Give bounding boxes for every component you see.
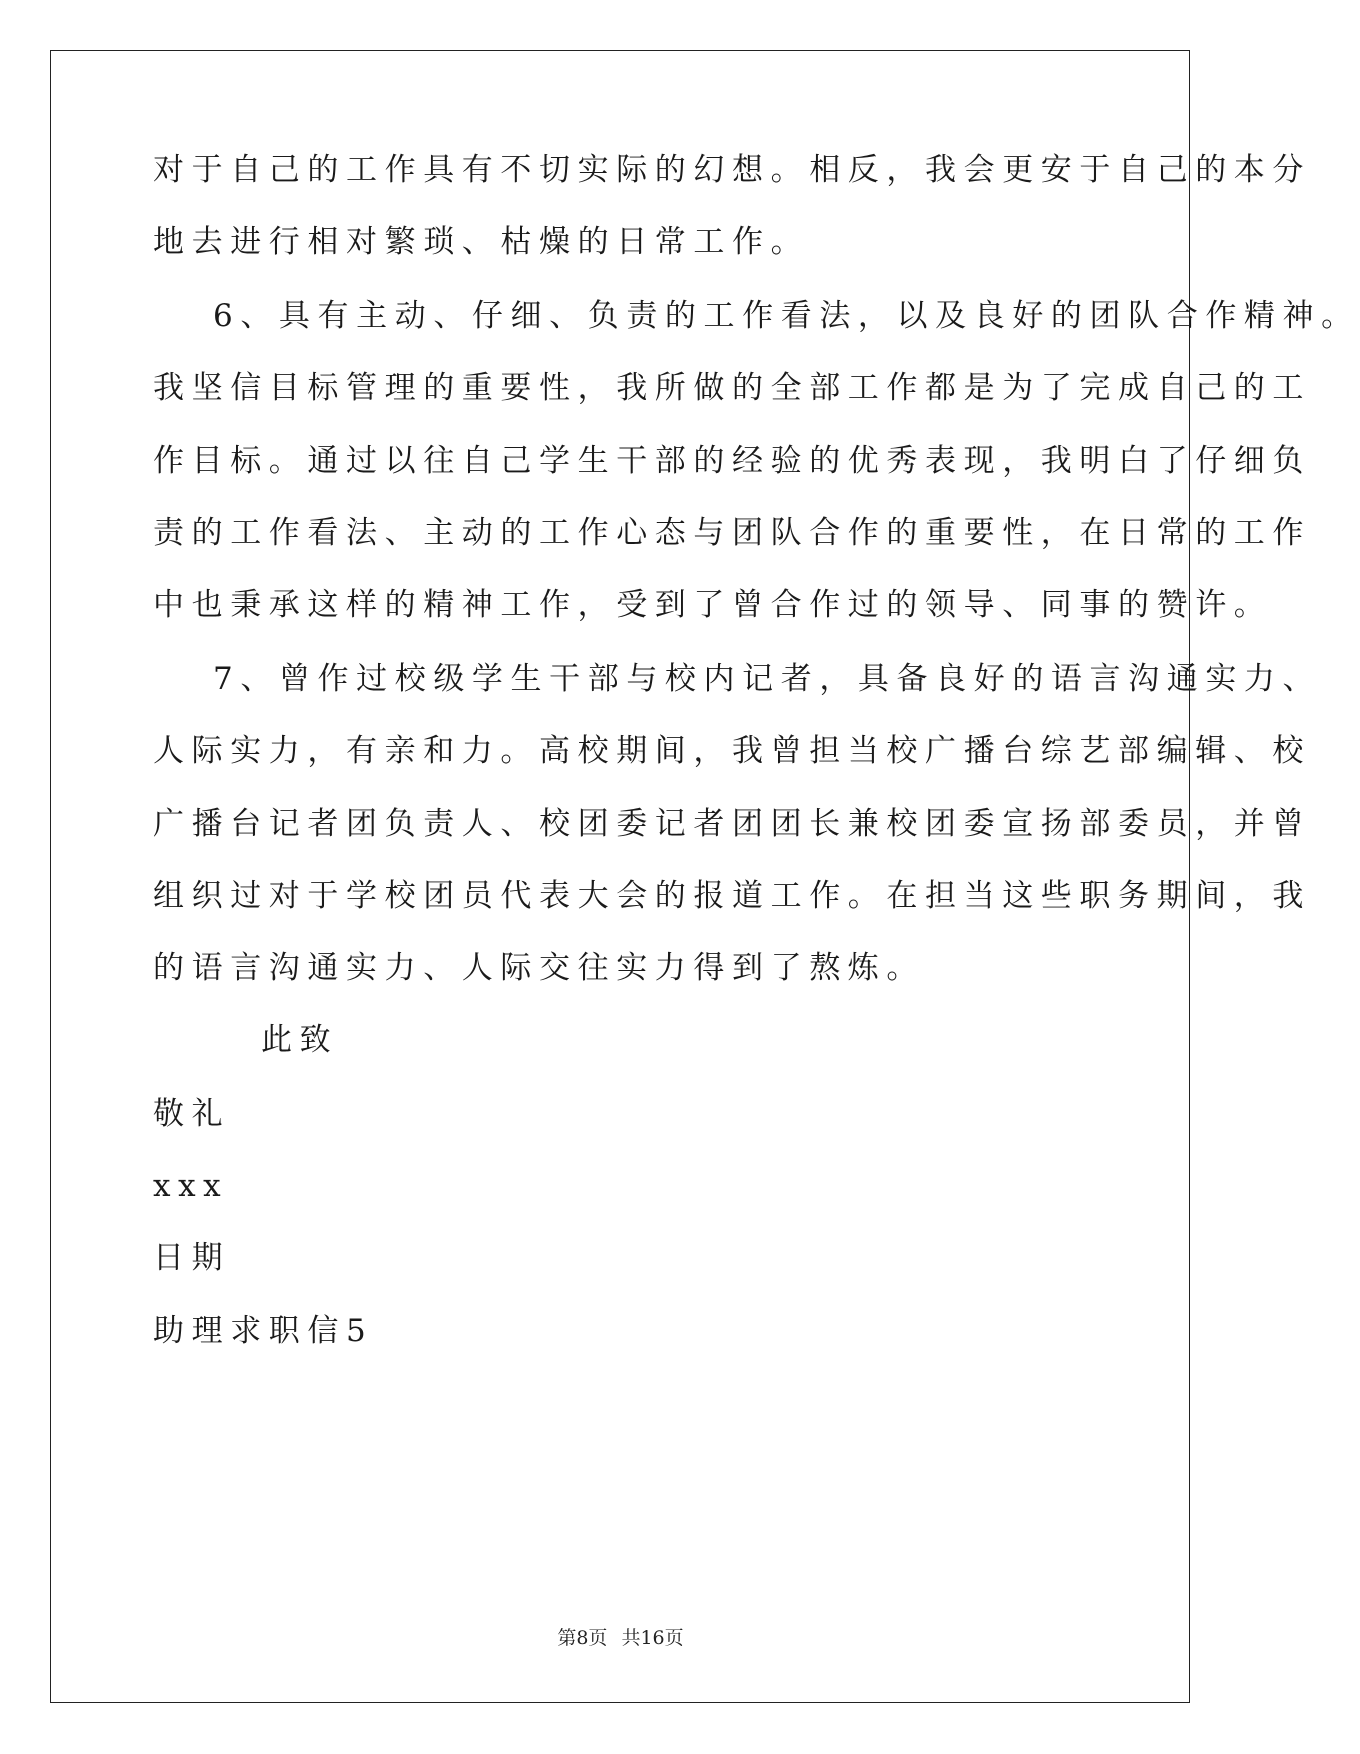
- body-line-7: 中也秉承这样的精神工作，受到了曾合作过的领导、同事的赞许。: [153, 587, 1273, 623]
- date-label: 日期: [153, 1240, 231, 1276]
- page-total: 共16页: [621, 1627, 684, 1649]
- salute-text: 敬礼: [153, 1096, 231, 1132]
- closing-text: 此致: [261, 1022, 339, 1058]
- body-line-11: 组织过对于学校团员代表大会的报道工作。在担当这些职务期间，我: [153, 878, 1311, 914]
- next-section-title: 助理求职信5: [153, 1313, 374, 1349]
- body-line-6: 责的工作看法、主动的工作心态与团队合作的重要性，在日常的工作: [153, 515, 1311, 551]
- body-line-12: 的语言沟通实力、人际交往实力得到了熬炼。: [153, 950, 925, 986]
- body-line-5: 作目标。通过以往自己学生干部的经验的优秀表现，我明白了仔细负: [153, 443, 1311, 479]
- body-line-4: 我坚信目标管理的重要性，我所做的全部工作都是为了完成自己的工: [153, 370, 1311, 406]
- body-line-8: 7、曾作过校级学生干部与校内记者，具备良好的语言沟通实力、: [213, 661, 1322, 697]
- body-line-10: 广播台记者团负责人、校团委记者团团长兼校团委宣扬部委员，并曾: [153, 806, 1311, 842]
- signature-text: xxx: [153, 1168, 229, 1204]
- body-line-1: 对于自己的工作具有不切实际的幻想。相反，我会更安于自己的本分: [153, 152, 1311, 188]
- body-line-3: 6、具有主动、仔细、负责的工作看法，以及良好的团队合作精神。: [213, 298, 1360, 334]
- page-number: 第8页: [557, 1627, 608, 1649]
- page-footer: [0, 1626, 1241, 1650]
- body-line-2: 地去进行相对繁琐、枯燥的日常工作。: [153, 224, 810, 260]
- body-line-9: 人际实力，有亲和力。高校期间，我曾担当校广播台综艺部编辑、校: [153, 733, 1311, 769]
